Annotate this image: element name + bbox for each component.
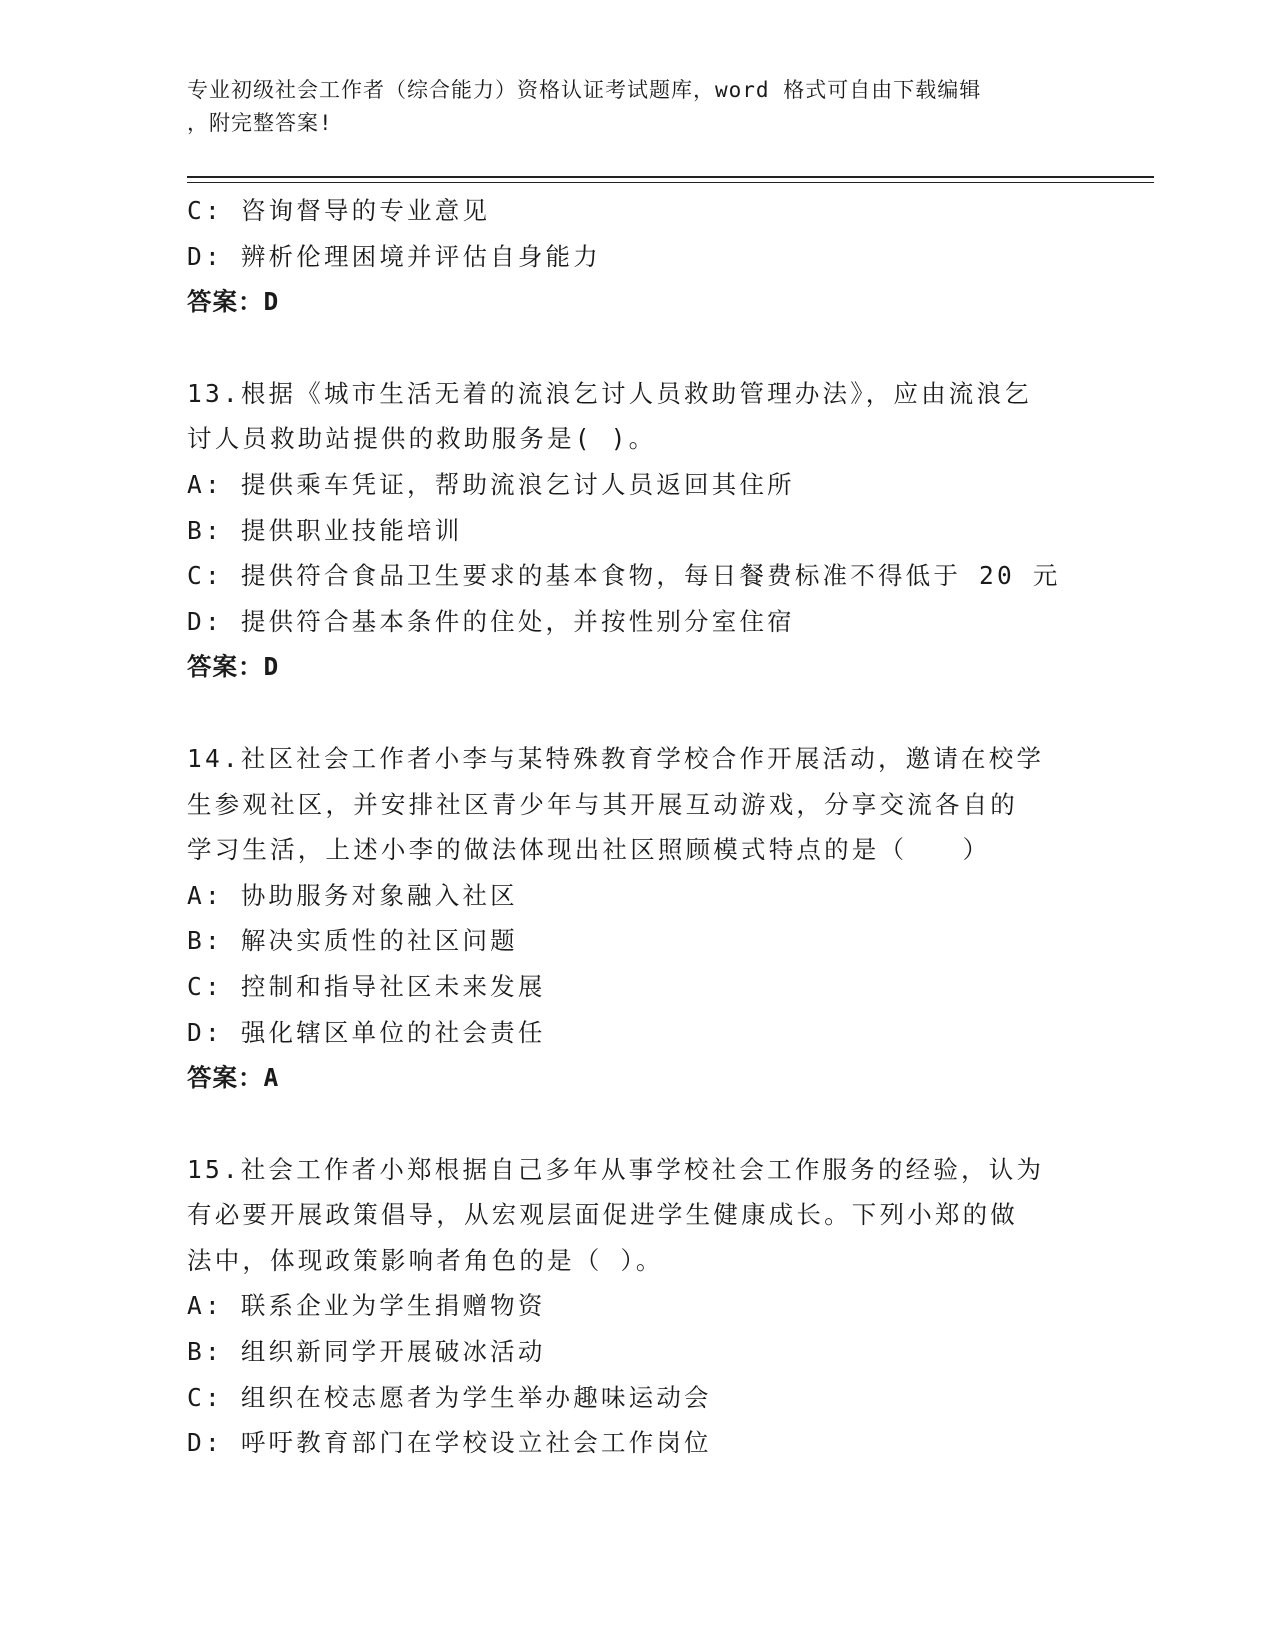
option-b: B: 组织新同学开展破冰活动 <box>187 1337 546 1367</box>
spacer <box>187 1101 1087 1147</box>
answer: 答案：D <box>187 287 280 317</box>
header-rule-thick <box>187 176 1154 178</box>
question-stem: 13.根据《城市生活无着的流浪乞讨人员救助管理办法》，应由流浪乞 <box>187 378 1032 408</box>
option-c: C: 提供符合食品卫生要求的基本食物，每日餐费标准不得低于 20 元 <box>187 561 1061 591</box>
header-line-1: 专业初级社会工作者（综合能力）资格认证考试题库，word 格式可自由下载编辑 <box>187 78 982 102</box>
question-14 <box>187 736 1087 1101</box>
question-stem: 学习生活，上述小李的做法体现出社区照顾模式特点的是（ ） <box>187 835 991 865</box>
question-stem: 生参观社区，并安排社区青少年与其开展互动游戏，分享交流各自的 <box>187 789 1018 819</box>
spacer <box>187 690 1087 736</box>
option-d: D: 呼吁教育部门在学校设立社会工作岗位 <box>187 1428 712 1458</box>
question-stem: 14.社区社会工作者小李与某特殊教育学校合作开展活动，邀请在校学 <box>187 743 1045 773</box>
question-stem: 有必要开展政策倡导，从宏观层面促进学生健康成长。下列小郑的做 <box>187 1200 1018 1230</box>
option-c: C: 控制和指导社区未来发展 <box>187 971 546 1001</box>
option-a: A: 协助服务对象融入社区 <box>187 880 518 910</box>
spacer <box>187 325 1087 371</box>
option-d: D: 辨析伦理困境并评估自身能力 <box>187 241 601 271</box>
question-13 <box>187 371 1087 690</box>
question-stem: 法中，体现政策影响者角色的是（ ）。 <box>187 1245 664 1275</box>
header-line-2: ，附完整答案! <box>187 111 333 135</box>
option-c: C: 组织在校志愿者为学生举办趣味运动会 <box>187 1382 712 1412</box>
document-header <box>187 74 1077 140</box>
option-c: C: 咨询督导的专业意见 <box>187 196 491 225</box>
answer: 答案：D <box>187 652 280 682</box>
option-d: D: 强化辖区单位的社会责任 <box>187 1017 546 1047</box>
answer: 答案：A <box>187 1063 280 1093</box>
question-content <box>187 188 1087 1466</box>
option-a: A: 提供乘车凭证，帮助流浪乞讨人员返回其住所 <box>187 469 795 499</box>
header-rule-thin <box>187 182 1154 183</box>
option-a: A: 联系企业为学生捐赠物资 <box>187 1291 546 1321</box>
option-d: D: 提供符合基本条件的住处，并按性别分室住宿 <box>187 606 795 636</box>
question-stem: 15.社会工作者小郑根据自己多年从事学校社会工作服务的经验，认为 <box>187 1154 1045 1184</box>
option-b: B: 解决实质性的社区问题 <box>187 926 518 956</box>
question-12-tail <box>187 188 1087 325</box>
question-stem: 讨人员救助站提供的救助服务是( )。 <box>187 424 657 454</box>
question-15 <box>187 1147 1087 1466</box>
option-b: B: 提供职业技能培训 <box>187 515 463 545</box>
